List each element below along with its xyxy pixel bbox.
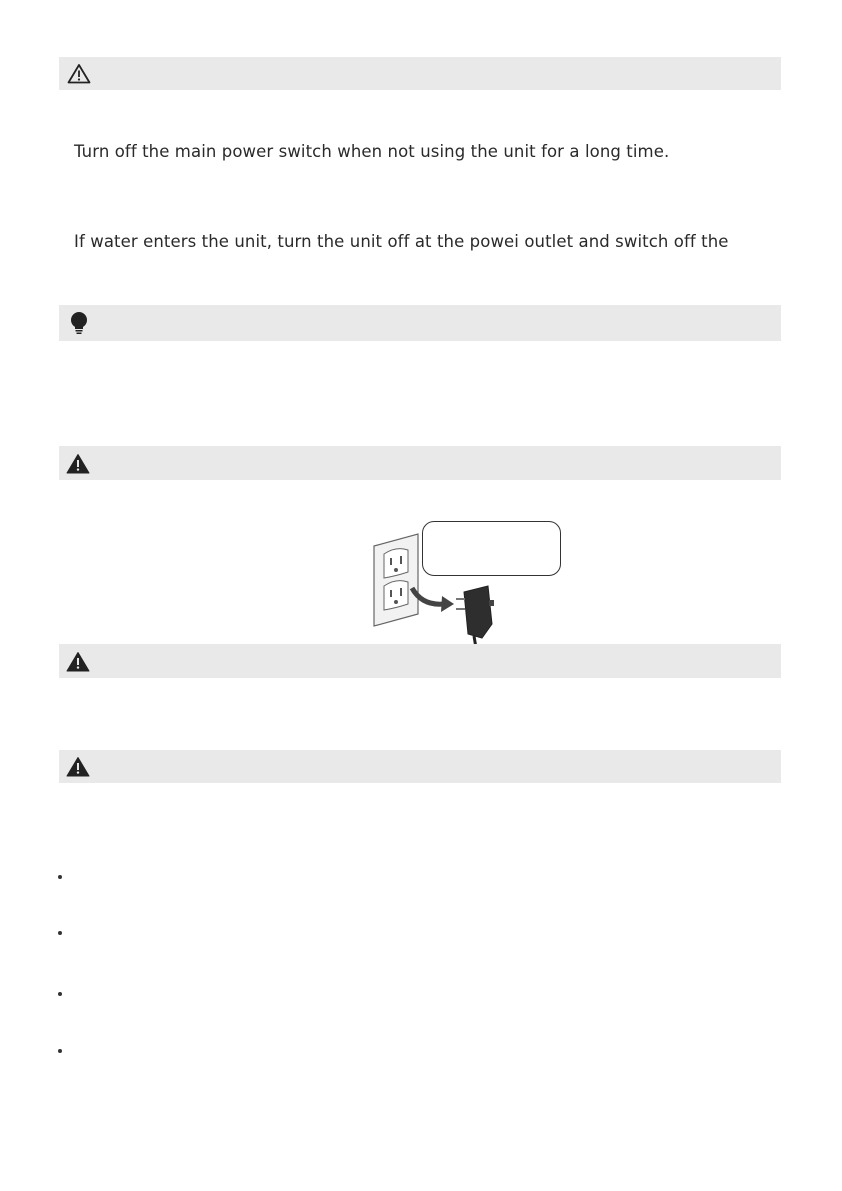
warning-header-bar-2 [59,446,781,480]
warning-header-bar-3 [59,644,781,678]
paragraph-water-enters: If water enters the unit, turn the unit off at the powei outlet and switch off the [74,232,729,251]
bullet-point-3 [58,992,62,996]
warning-header-bar-1 [59,57,781,90]
bullet-point-2 [58,931,62,935]
warning-filled-icon [66,453,90,474]
warning-outline-icon [67,63,91,84]
bullet-point-1 [58,875,62,879]
callout-box [422,521,561,576]
bullet-point-4 [58,1049,62,1053]
tip-header-bar [59,305,781,341]
warning-header-bar-4 [59,750,781,783]
warning-filled-icon [66,651,90,672]
warning-filled-icon [66,756,90,777]
paragraph-power-switch: Turn off the main power switch when not using the unit for a long time. [74,142,670,161]
lightbulb-icon [68,311,90,335]
